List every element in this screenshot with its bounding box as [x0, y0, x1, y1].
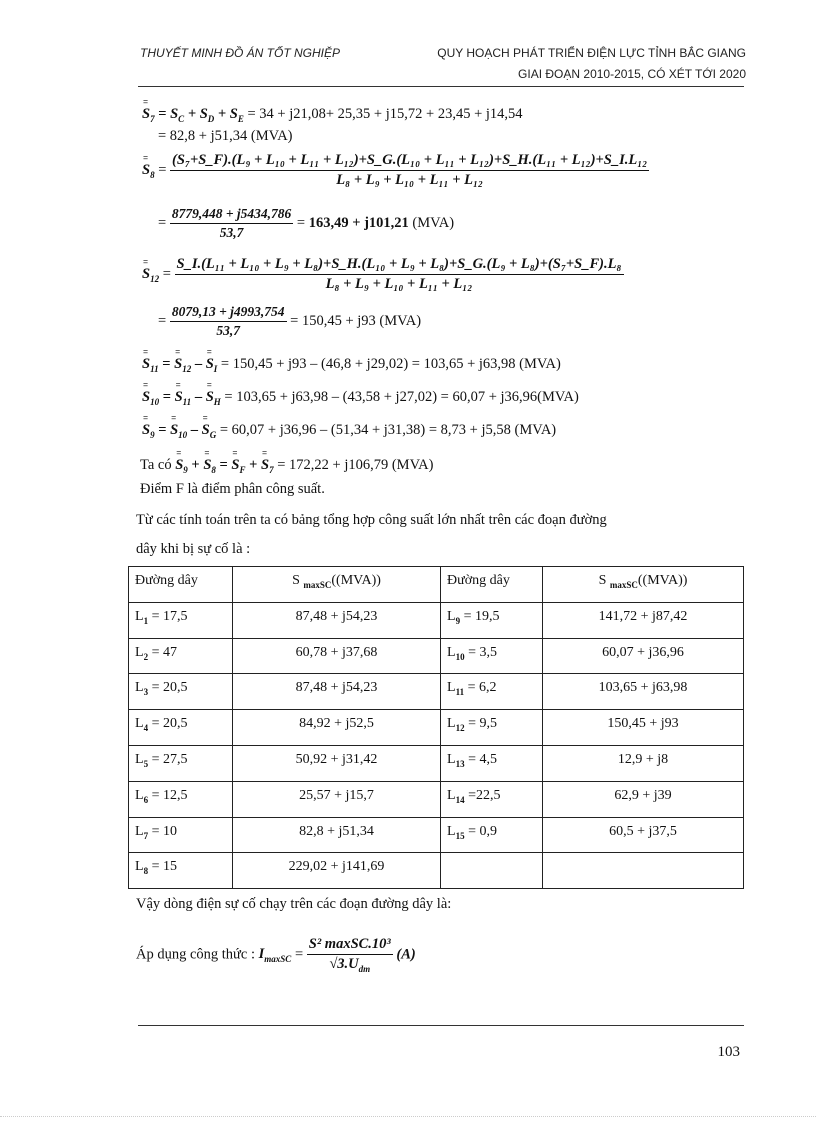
table-row	[129, 674, 744, 710]
line-right-cell: $L_9 = 19,5$	[441, 602, 543, 638]
smax-left-cell: 50,92 + j31,42	[233, 745, 441, 781]
smax-left-cell: 60,78 + j37,68	[233, 638, 441, 674]
eq-s7: = $S_7 = S_C + S_D + S_E = 34 + j21,08+ 25,35 + j15,72 + 23,45 + j14,54$	[142, 106, 523, 124]
eq-s8-frac-num: 8779,448 + j5434,786	[170, 206, 293, 224]
point-f-text: Điểm F là điểm phân công suất.	[140, 481, 325, 497]
header-right-line1: QUY HOẠCH PHÁT TRIỂN ĐIỆN LỰC TỈNH BẮC GIANG	[437, 46, 746, 60]
smax-right-cell	[543, 853, 744, 889]
eq-s8-numerator: (S₇+S_F).(L₉ + L₁₀ + L₁₁ + L₁₂)+S_G.(L₁₀ + L₁₁ + L₁₂)+S_H.(L₁₁ + L₁₂)+S_I.L₁₂	[170, 152, 649, 171]
smax-right-cell: 141,72 + j87,42	[543, 602, 744, 638]
formula-unit: (A)	[396, 946, 416, 963]
table-row	[129, 781, 744, 817]
formula-numerator: S² maxSC.10³	[307, 936, 393, 955]
formula-denominator: $√3.U_{dm}$	[329, 956, 371, 974]
formula-prefix: Áp dụng công thức :	[136, 946, 256, 963]
eq-s12: = $S_{12}$ = S_I.(L₁₁ + L₁₀ + L₉ + L₈)+S_H.(L₁₀ + L₉ + L₈)+S_G.(L₉ + L₈)+(S₇+S_F).L₈ L₈ + L₉ + L₁₀ + L₁₁ + L₁₂	[142, 256, 624, 293]
eq-s11: = $S_{11}$ = = $S_{12}$ – = $S_I = 150,45 + j93 - (46,8 + j29,02) = 103,65 + j63,98$ (MVA)	[142, 356, 561, 374]
th-line-1: Đường dây	[129, 567, 233, 603]
header-right-line2: GIAI ĐOẠN 2010-2015, CÓ XÉT TỚI 2020	[518, 67, 746, 81]
eq-s9-rhs: = 60,07 + j36,96 – (51,34 + j31,38) = 8,73 + j5,58 (MVA)	[219, 422, 557, 438]
eq-s7-result: = 82,8 + j51,34 (MVA)	[158, 128, 293, 144]
smax-right-cell: 62,9 + j39	[543, 781, 744, 817]
line-right-cell: $L_{12} = 9,5$	[441, 710, 543, 746]
line-right-cell: $L_{15} = 0,9$	[441, 817, 543, 853]
table-row	[129, 817, 744, 853]
eq-s12-value: = $\frac{8079,13 + j4993,754}{53,7}$ = 150,45 + j93 (MVA)	[158, 304, 422, 338]
eq-s12-denominator: L₈ + L₉ + L₁₀ + L₁₁ + L₁₂	[325, 276, 473, 292]
smax-left-cell: 82,8 + j51,34	[233, 817, 441, 853]
ta-co-prefix: Ta có	[140, 457, 172, 473]
paragraph-2: dây khi bị sự cố là :	[136, 541, 251, 557]
line-left-cell: $L_1 = 17,5$	[129, 602, 233, 638]
ta-co-rhs: = 172,22 + j106,79 (MVA)	[277, 457, 434, 473]
line-right-cell	[441, 853, 543, 889]
smax-left-cell: 229,02 + j141,69	[233, 853, 441, 889]
smax-right-cell: 12,9 + j8	[543, 745, 744, 781]
eq-s8-fraction	[170, 152, 649, 189]
line-right-cell: $L_{13} = 4,5$	[441, 745, 543, 781]
smax-left-cell: 87,48 + j54,23	[233, 674, 441, 710]
table-row	[129, 638, 744, 674]
page-edge	[0, 1116, 816, 1117]
line-left-cell: $L_7 = 10$	[129, 817, 233, 853]
line-right-cell: $L_{10} = 3,5$	[441, 638, 543, 674]
line-left-cell: $L_3 = 20,5$	[129, 674, 233, 710]
eq-s10: = $S_{10}$ = = $S_{11}$ – = $S_H = 103,65 + j63,98 - (43,58 + j27,02) = 60,07 + j36,96(MVA)$	[142, 389, 579, 407]
footer-rule	[138, 1025, 744, 1026]
eq-s8-frac-den: 53,7	[219, 225, 244, 240]
formula-fraction	[307, 936, 393, 974]
header-rule	[138, 86, 744, 87]
eq-s9: = $S_9$ = = $S_{10}$ – = $S_G = 60,07 + j36,96 - (51,34 + j31,38) = 8,73 + j5,58$ (MVA)	[142, 422, 556, 440]
eq-ta-co: Ta có = $S_9$ + = $S_8$ = = $S_F$ + = $S_7 = 172,22 + j106,79$ (MVA)	[140, 457, 433, 475]
page-number: 103	[717, 1044, 740, 1060]
eq-s7-rhs: 34 + j21,08+ 25,35 + j15,72 + 23,45 + j14,54	[259, 106, 523, 122]
table-header-row	[129, 567, 744, 603]
header-left: THUYẾT MINH ĐỒ ÁN TỐT NGHIỆP	[140, 46, 341, 60]
eq-s12-result: = 150,45 + j93 (MVA)	[290, 312, 422, 329]
smax-right-cell: 150,45 + j93	[543, 710, 744, 746]
table-row	[129, 745, 744, 781]
table-row	[129, 853, 744, 889]
eq-s8-denominator: L₈ + L₉ + L₁₀ + L₁₁ + L₁₂	[336, 172, 484, 188]
eq-s12-fraction	[175, 256, 624, 293]
eq-s8-result: 163,49 + j101,21	[308, 214, 409, 231]
table-row	[129, 710, 744, 746]
eq-s11-rhs: = 150,45 + j93 – (46,8 + j29,02) = 103,65 + j63,98 (MVA)	[220, 356, 561, 372]
eq-s8-value: = $\frac{8779,448 + j5434,786}{53,7}$ = 163,49 + j101,21 (MVA)	[158, 206, 455, 240]
line-left-cell: $L_5 = 27,5$	[129, 745, 233, 781]
formula: Áp dụng công thức : $I_{maxSC}$ = $\frac{\text{S² maxSC.10³}}{√3.U_{dm}}$ (A)	[136, 936, 416, 974]
th-smax-1: S $_{maxSC}$((MVA))	[233, 567, 441, 603]
smax-left-cell: 84,92 + j52,5	[233, 710, 441, 746]
smax-right-cell: 60,07 + j36,96	[543, 638, 744, 674]
paragraph-3: Vậy dòng điện sự cố chạy trên các đoạn đường dây là:	[136, 896, 452, 912]
eq-s12-frac-den: 53,7	[216, 323, 240, 338]
th-line-2: Đường dây	[441, 567, 543, 603]
line-right-cell: $L_{11} = 6,2$	[441, 674, 543, 710]
smax-left-cell: 87,48 + j54,23	[233, 602, 441, 638]
eq-s10-rhs: = 103,65 + j63,98 – (43,58 + j27,02) = 60,07 + j36,96(MVA)	[224, 389, 579, 405]
paragraph-1: Từ các tính toán trên ta có bảng tổng hợp công suất lớn nhất trên các đoạn đường	[136, 512, 607, 528]
line-left-cell: $L_4 = 20,5$	[129, 710, 233, 746]
line-left-cell: $L_2 = 47$	[129, 638, 233, 674]
power-table	[128, 566, 744, 889]
th-smax-2: S $_{maxSC}$((MVA))	[543, 567, 744, 603]
smax-right-cell: 103,65 + j63,98	[543, 674, 744, 710]
eq-s12-numerator: S_I.(L₁₁ + L₁₀ + L₉ + L₈)+S_H.(L₁₀ + L₉ + L₈)+S_G.(L₉ + L₈)+(S₇+S_F).L₈	[175, 256, 624, 275]
line-right-cell: $L_{14} =22,5$	[441, 781, 543, 817]
eq-s12-frac-num: 8079,13 + j4993,754	[170, 304, 287, 322]
eq-s8: = $S_8$ = (S₇+S_F).(L₉ + L₁₀ + L₁₁ + L₁₂)+S_G.(L₁₀ + L₁₁ + L₁₂)+S_H.(L₁₁ + L₁₂)+S_I.L₁₂ L₈ + L₉ + L₁₀ + L₁₁ + L₁₂	[142, 152, 649, 189]
line-left-cell: $L_8 = 15$	[129, 853, 233, 889]
table-row	[129, 602, 744, 638]
line-left-cell: $L_6 = 12,5$	[129, 781, 233, 817]
eq-s8-unit: (MVA)	[412, 214, 455, 231]
smax-left-cell: 25,57 + j15,7	[233, 781, 441, 817]
smax-right-cell: 60,5 + j37,5	[543, 817, 744, 853]
